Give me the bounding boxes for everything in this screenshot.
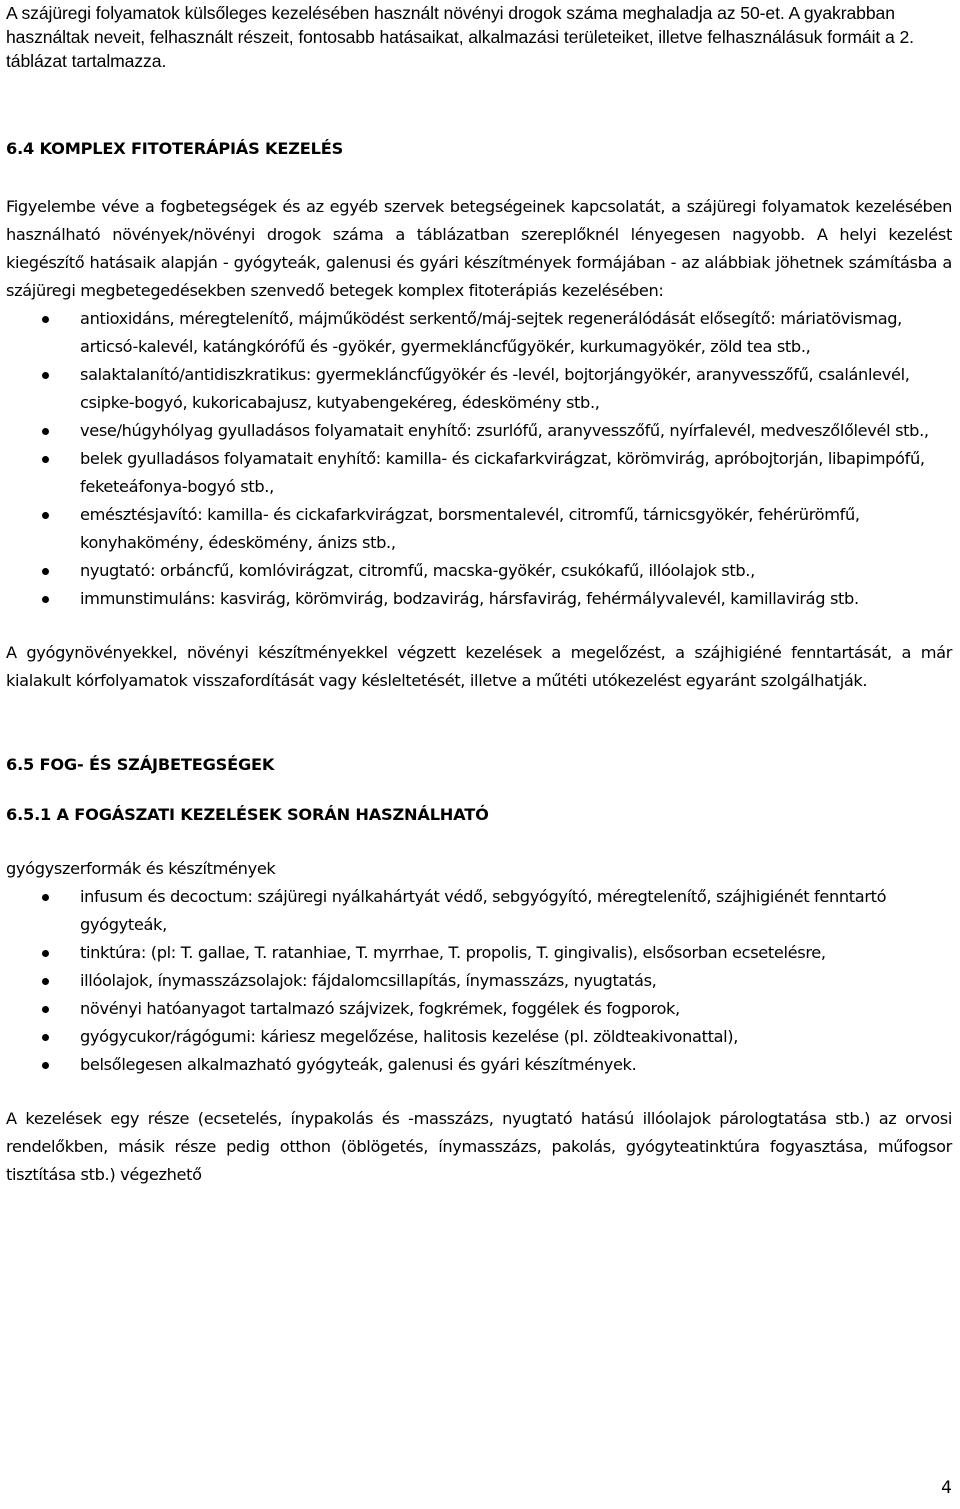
list-item: illóolajok, ínymasszázsolajok: fájdalomcsillapítás, ínymasszázs, nyugtatás, [6, 967, 952, 995]
bullet-icon [42, 568, 49, 575]
bullet-icon [42, 950, 49, 957]
list-item: antioxidáns, méregtelenítő, májműködést serkentő/máj-sejtek regenerálódását elősegítő: máriatövismag, articsó-kalevél, katángkórófű és -gyökér, gyermekláncfűgyökér, kurkumagyökér, zöld tea stb., [6, 305, 952, 361]
bullet-icon [42, 978, 49, 985]
section-heading-6-5 [6, 753, 952, 777]
list-item: belek gyulladásos folyamatait enyhítő: kamilla- és cickafarkvirágzat, körömvirág, apróbojtorján, libapimpófű, feketeáfonya-bogyó stb., [6, 445, 952, 501]
bullet-icon [42, 428, 49, 435]
list-item: emésztésjavító: kamilla- és cickafarkvirágzat, borsmentalevél, citromfű, tárnicsgyökér, fehérürömfű, konyhakömény, édeskömény, ánizs stb., [6, 501, 952, 557]
list-item: nyugtató: orbáncfű, komlóvirágzat, citromfű, macska-gyökér, csukókafű, illóolajok stb., [6, 557, 952, 585]
bullet-icon [42, 1034, 49, 1041]
page-number: 4 [941, 1478, 952, 1498]
bullet-icon [42, 1006, 49, 1013]
bullet-icon [42, 316, 49, 323]
section-heading-6-5-1-text: 6.5.1 A FOGÁSZATI KEZELÉSEK SORÁN HASZNÁLHATÓ [6, 805, 489, 824]
list-item: immunstimuláns: kasvirág, körömvirág, bodzavirág, hársfavirág, fehérmályvalevél, kamillavirág stb. [6, 585, 952, 613]
list-item: növényi hatóanyagot tartalmazó szájvizek, fogkrémek, foggélek és fogporok, [6, 995, 952, 1023]
dental-preparations-list [6, 883, 952, 1079]
bullet-icon [42, 456, 49, 463]
document-page [6, 0, 952, 1189]
list-item: vese/húgyhólyag gyulladásos folyamatait enyhítő: zsurlófű, aranyvesszőfű, nyírfalevél, medveszőlőlevél stb., [6, 417, 952, 445]
section-6-4-closing-paragraph: A gyógynövényekkel, növényi készítményekkel végzett kezelések a megelőzést, a szájhigiéné fenntartását, a már kialakult kórfolyamatok visszafordítását vagy késleltetését, illetve a műtéti utókezelést egyaránt szolgálhatják. [6, 643, 952, 690]
section-6-5-1-subtitle: gyógyszerformák és készítmények [6, 859, 276, 878]
list-item: tinktúra: (pl: T. gallae, T. ratanhiae, T. myrrhae, T. propolis, T. gingivalis), elsősorban ecsetelésre, [6, 939, 952, 967]
section-6-5-1-closing-paragraph: A kezelések egy része (ecsetelés, ínypakolás és -masszázs, nyugtató hatású illóolajok párologtatása stb.) az orvosi rendelőkben, másik része pedig otthon (öblögetés, ínymasszázs, pakolás, gyógyteatinktúra fogyasztása, műfogsor tisztítása stb.) végezhető [6, 1109, 952, 1184]
list-item: salaktalanító/antidiszkratikus: gyermekláncfűgyökér és -levél, bojtorjángyökér, aranyvesszőfű, csalánlevél, csipke-bogyó, kukoricabajusz, kutyabengekéreg, édeskömény stb., [6, 361, 952, 417]
intro-paragraph: A szájüregi folyamatok külsőleges kezelésében használt növényi drogok száma meghaladja az 50-et. A gyakrabban használtak neveit, felhasznált részeit, fontosabb hatásaikat, alkalmazási területeiket, illetve felhasználásuk formáit a 2. táblázat tartalmazza. [6, 3, 914, 71]
list-item: belsőlegesen alkalmazható gyógyteák, galenusi és gyári készítmények. [6, 1051, 952, 1079]
section-heading-6-5-1 [6, 803, 952, 827]
section-heading-6-5-text: 6.5 FOG- ÉS SZÁJBETEGSÉGEK [6, 755, 275, 774]
bullet-icon [42, 372, 49, 379]
section-6-4-paragraph: Figyelembe véve a fogbetegségek és az egyéb szervek betegségeinek kapcsolatát, a szájüregi folyamatok kezelésében használható növények/növényi drogok száma a táblázatban szereplőknél lényegesen nagyobb. A helyi kezelést kiegészítő hatásaik alapján - gyógyteák, galenusi és gyári készítmények formájában - az alábbiak jöhetnek számításba a szájüregi megbetegedésekben szenvedő betegek komplex fitoterápiás kezelésében: [6, 197, 952, 300]
section-heading-6-4 [6, 137, 952, 161]
bullet-icon [42, 596, 49, 603]
bullet-icon [42, 1062, 49, 1069]
list-item: gyógycukor/rágógumi: káriesz megelőzése, halitosis kezelése (pl. zöldteakivonattal), [6, 1023, 952, 1051]
section-heading-6-4-text: 6.4 KOMPLEX FITOTERÁPIÁS KEZELÉS [6, 139, 344, 158]
phytotherapy-effects-list [6, 305, 952, 613]
list-item: infusum és decoctum: szájüregi nyálkahártyát védő, sebgyógyító, méregtelenítő, szájhigiénét fenntartó gyógyteák, [6, 883, 952, 939]
bullet-icon [42, 894, 49, 901]
bullet-icon [42, 512, 49, 519]
